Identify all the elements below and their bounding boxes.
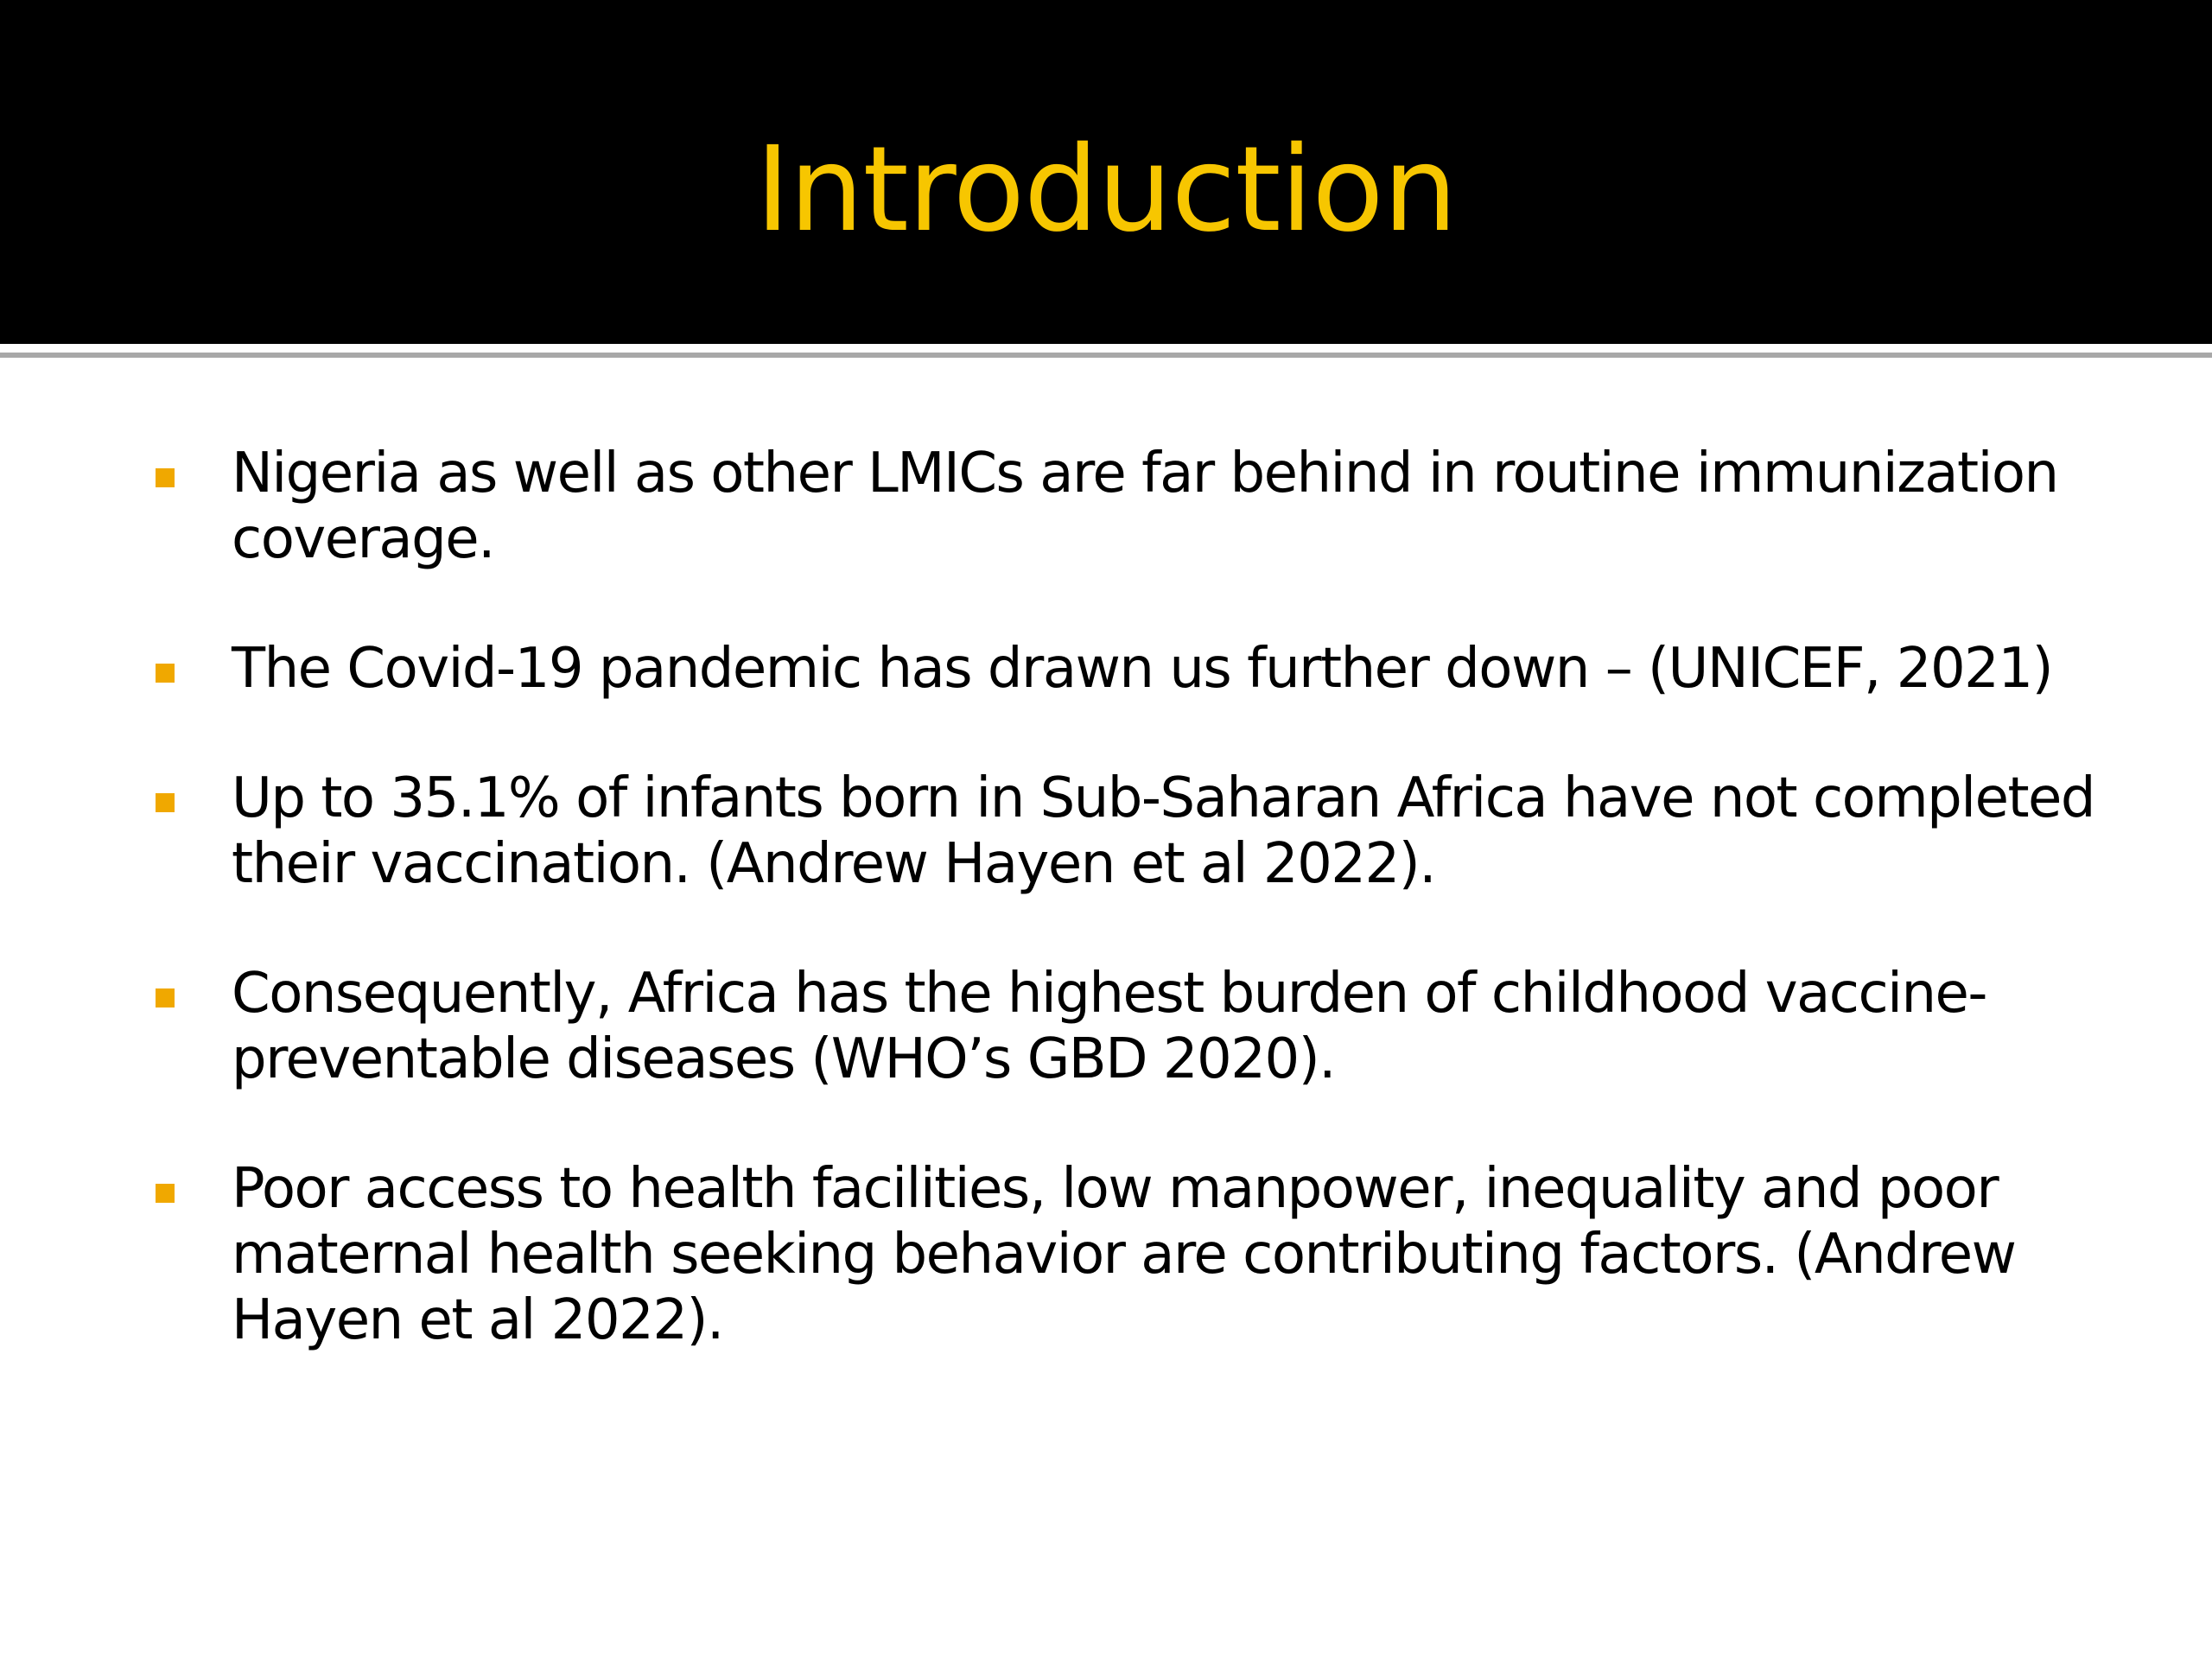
slide-title: Introduction bbox=[755, 122, 1457, 258]
bullet-text: Poor access to health facilities, low manpower, inequality and poor maternal health seeking behavior are contributing factors. (Andrew Hayen et al 2022). bbox=[232, 1157, 2016, 1352]
bullet-list bbox=[156, 441, 2108, 1417]
bullet-item bbox=[156, 636, 2108, 702]
square-bullet-icon bbox=[156, 988, 175, 1007]
bullet-item bbox=[156, 1156, 2108, 1353]
bullet-item bbox=[156, 961, 2108, 1092]
title-divider-grey bbox=[0, 353, 2212, 358]
bullet-text: Up to 35.1% of infants born in Sub-Saharan Africa have not completed their vaccination. (Andrew Hayen et al 2022). bbox=[232, 766, 2095, 896]
square-bullet-icon bbox=[156, 468, 175, 487]
square-bullet-icon bbox=[156, 664, 175, 683]
square-bullet-icon bbox=[156, 793, 175, 812]
bullet-item bbox=[156, 441, 2108, 572]
bullet-text: Nigeria as well as other LMICs are far behind in routine immunization coverage. bbox=[232, 442, 2058, 571]
bullet-text: The Covid-19 pandemic has drawn us further down – (UNICEF, 2021) bbox=[232, 637, 2053, 701]
title-bar bbox=[0, 0, 2212, 344]
bullet-text: Consequently, Africa has the highest burden of childhood vaccine-preventable diseases (WHO’s GBD 2020). bbox=[232, 962, 1986, 1091]
title-divider-white bbox=[0, 344, 2212, 349]
bullet-item bbox=[156, 766, 2108, 897]
square-bullet-icon bbox=[156, 1184, 175, 1203]
